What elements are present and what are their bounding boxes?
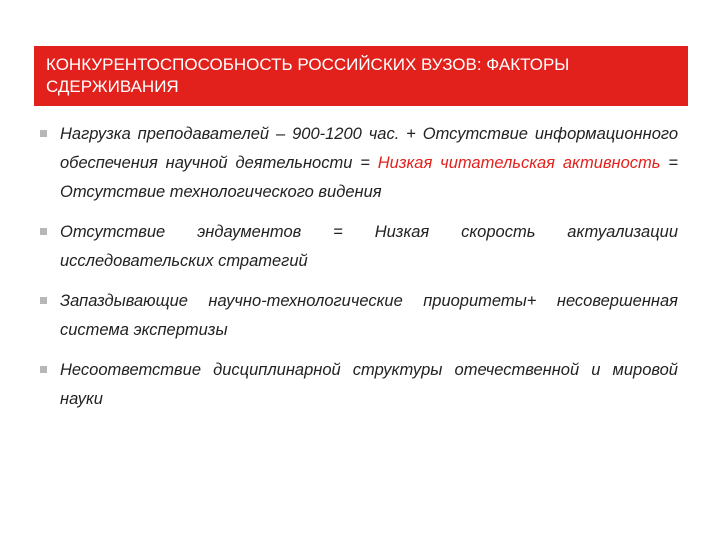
item-text-start: Нагрузка преподавателей – 900-1200 час. + Отсутствие информационного обеспечения научной деятельности = [60, 125, 678, 172]
item-text: Отсутствие эндаументов = Низкая скорость актуализации исследовательских стратегий [60, 223, 678, 270]
square-bullet-icon [40, 366, 47, 373]
slide-title: КОНКУРЕНТОСПОСОБНОСТЬ РОССИЙСКИХ ВУЗОВ: ФАКТОРЫ СДЕРЖИВАНИЯ [46, 55, 570, 96]
list-item [38, 120, 678, 207]
square-bullet-icon [40, 297, 47, 304]
title-banner [34, 46, 688, 106]
item-text: Запаздывающие научно-технологические приоритеты+ несовершенная система экспертизы [60, 292, 678, 339]
item-text-highlight: Низкая читательская активность [377, 154, 661, 172]
list-item [38, 287, 678, 345]
list-item [38, 218, 678, 276]
bullet-list [38, 120, 678, 425]
item-text: Несоответствие дисциплинарной структуры отечественной и мировой науки [60, 361, 678, 408]
square-bullet-icon [40, 228, 47, 235]
list-item [38, 356, 678, 414]
square-bullet-icon [40, 130, 47, 137]
item-text-end: = Отсутствие технологического видения [60, 154, 678, 201]
